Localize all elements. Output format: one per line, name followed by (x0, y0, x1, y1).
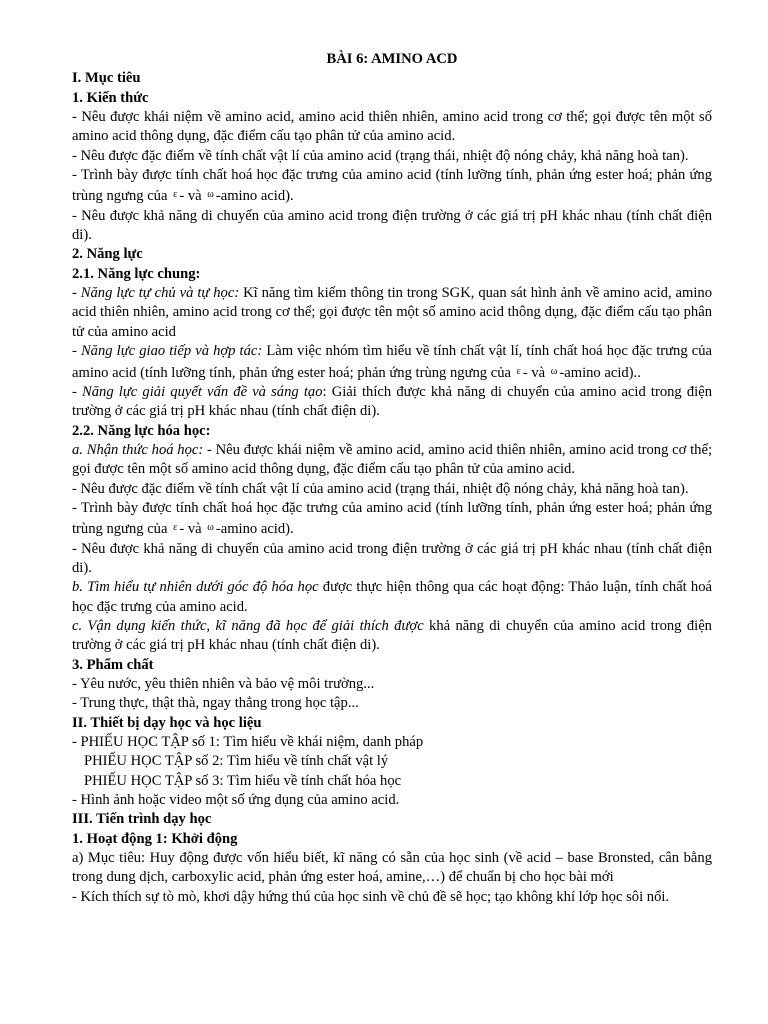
knowledge-item-3-and: - và (179, 188, 202, 205)
epsilon-symbol: ε (516, 365, 521, 377)
omega-symbol: ω (550, 365, 558, 377)
omega-symbol: ω (207, 189, 214, 201)
section-heading-equipment: II. Thiết bị dạy học và học liệu (72, 714, 262, 731)
chemistry-competency-a3 (72, 499, 712, 540)
competency-2-and: - và (522, 364, 546, 381)
equipment-item-4: - Hình ảnh hoặc video một số ứng dụng của amino acid. (72, 792, 400, 809)
competency-c-label: c. Vận dụng kiến thức, kĩ năng đã học để giải thích được (72, 617, 424, 634)
competency-a-text: - Nêu được khái niệm về amino acid, amino acid thiên nhiên, amino acid trong cơ thể; gọi được tên một số amino acid thông dụng, đặc điểm cấu tạo phân tử của amino acid. (72, 441, 712, 478)
competency-c-text: khả năng di chuyển của amino acid trong điện trường ở các giá trị pH khác nhau (tính chất điện di). (72, 617, 712, 654)
competency-b-label: b. Tìm hiểu tự nhiên dưới góc độ hóa học (72, 579, 319, 596)
knowledge-item-1: - Nêu được khái niệm về amino acid, amino acid thiên nhiên, amino acid trong cơ thể; gọi được tên một số amino acid thông dụng, đặc điểm cấu tạo phân tử của amino acid. (72, 109, 712, 145)
quality-item-2: - Trung thực, thật thà, ngay thẳng trong học tập... (72, 695, 359, 712)
chemistry-competency-c (72, 617, 712, 656)
competency-a3-end: -amino acid). (215, 521, 294, 538)
competency-a-label: a. Nhận thức hoá học: (72, 441, 204, 458)
quality-item-1: - Yêu nước, yêu thiên nhiên và bảo vệ môi trường... (72, 676, 375, 692)
competency-a3-text: - Trình bày được tính chất hoá học đặc trưng của amino acid (tính lưỡng tính, phản ứng ester hoá; phản ứng trùng ngưng của (72, 499, 712, 538)
chemistry-competency-a (72, 441, 712, 480)
general-competency-1 (72, 284, 712, 342)
chemistry-competency-b (72, 578, 712, 617)
general-competency-3 (72, 383, 712, 422)
knowledge-item-3-text: - Trình bày được tính chất hoá học đặc trưng của amino acid (tính lưỡng tính, phản ứng ester hoá; phản ứng trùng ngưng của (72, 167, 712, 205)
subheading-qualities: 3. Phẩm chất (72, 656, 154, 673)
equipment-item-1: - PHIẾU HỌC TẬP số 1: Tìm hiểu về khái niệm, danh pháp (72, 734, 424, 751)
knowledge-item-2: - Nêu được đặc điểm về tính chất vật lí của amino acid (trạng thái, nhiệt độ nóng chảy, khả năng hoà tan). (72, 147, 689, 164)
subheading-chemistry-competency: 2.2. Năng lực hóa học: (72, 422, 211, 439)
page-title: BÀI 6: AMINO ACD (326, 51, 458, 67)
epsilon-symbol: ε (173, 522, 178, 534)
knowledge-item-3 (72, 166, 712, 207)
knowledge-item-4: - Nêu được khả năng di chuyển của amino acid trong điện trường ở các giá trị pH khác nhau (tính chất điện di). (72, 207, 712, 244)
subheading-general-competency: 2.1. Năng lực chung: (72, 265, 201, 282)
activity-goal: a) Mục tiêu: Huy động được vốn hiểu biết, kĩ năng có sẵn của học sinh (về acid – base Bronsted, cân bằng trong dung dịch, carboxylic acid, phản ứng ester hoá, amine,…) để chuẩn bị cho học bài mới (72, 850, 712, 886)
competency-2-end: -amino acid).. (559, 364, 641, 381)
equipment-item-2: PHIẾU HỌC TẬP số 2: Tìm hiểu về tính chất vật lý (84, 753, 389, 770)
knowledge-item-3-end: -amino acid). (215, 188, 294, 205)
general-competency-2 (72, 342, 712, 383)
subheading-activity-1: 1. Hoạt động 1: Khởi động (72, 830, 238, 847)
document-page (72, 50, 712, 907)
equipment-item-3: PHIẾU HỌC TẬP số 3: Tìm hiểu về tính chất hóa học (84, 772, 402, 789)
section-heading-objectives: I. Mục tiêu (72, 70, 141, 87)
competency-1-label: - Năng lực tự chủ và tự học: (72, 285, 240, 302)
competency-3-text: : Giải thích được khả năng di chuyển của amino acid trong điện trường ở các giá trị pH khác nhau (tính chất điện di). (72, 383, 712, 420)
omega-symbol: ω (207, 522, 214, 534)
chemistry-competency-a4: - Nêu được khả năng di chuyển của amino acid trong điện trường ở các giá trị pH khác nhau (tính chất điện di). (72, 540, 712, 576)
competency-a3-and: - và (179, 521, 202, 538)
competency-b-text: được thực hiện thông qua các hoạt động: Thảo luận, tính chất hoá học đặc trưng của amino acid. (72, 579, 712, 615)
chemistry-competency-a2: - Nêu được đặc điểm về tính chất vật lí của amino acid (trạng thái, nhiệt độ nóng chảy, khả năng hoà tan). (72, 480, 689, 497)
subheading-competency: 2. Năng lực (72, 246, 143, 263)
competency-2-text: Làm việc nhóm tìm hiểu về tính chất vật lí, tính chất hoá học đặc trưng của amino acid (tính lưỡng tính, phản ứng ester hoá; phản ứng trùng ngưng của (72, 343, 712, 381)
competency-3-label: - Năng lực giải quyết vấn đề và sáng tạo (72, 383, 323, 400)
subheading-knowledge: 1. Kiến thức (72, 89, 149, 106)
competency-2-label: - Năng lực giao tiếp và hợp tác: (72, 343, 263, 360)
activity-goal-2: - Kích thích sự tò mò, khơi dậy hứng thú của học sinh về chủ đề sẽ học; tạo không khí lớp học sôi nổi. (72, 888, 670, 905)
section-heading-process: III. Tiến trình dạy học (72, 811, 212, 828)
epsilon-symbol: ε (173, 189, 178, 201)
competency-1-text: Kĩ năng tìm kiếm thông tin trong SGK, quan sát hình ảnh về amino acid, amino acid thiên nhiên, amino acid trong cơ thể; gọi được tên một số amino acid thông dụng, đặc điểm cấu tạo phân tử của amino acid (72, 285, 712, 340)
